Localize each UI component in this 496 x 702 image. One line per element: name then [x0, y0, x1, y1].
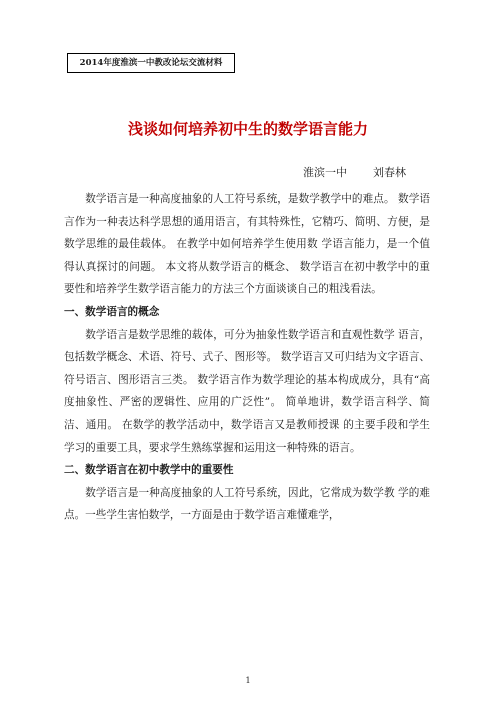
author-line — [303, 164, 406, 180]
document-body — [64, 188, 430, 527]
author-name: 刘春林 — [373, 166, 406, 179]
intro-paragraph: 数学语言是一种高度抽象的人工符号系统，是数学教学中的难点。 数学语言作为一种表达科学思想的通用语言，有其特殊性，它精巧、简明、方便，是数学思维的最佳载体。 在教学中如何培养学生使用数 学语言能力，是一个值得认真探讨的问题。 本文将从数学语言的概念、 数学语言在初中教学中的重要性和培养学生数学语言能力的方法三个方面谈谈自己的粗浅看法。 — [64, 193, 430, 296]
page-number: 1 — [245, 676, 251, 685]
section-heading-2: 二、数学语言在初中教学中的重要性 — [64, 464, 234, 477]
section-heading-1: 一、数学语言的概念 — [64, 305, 160, 318]
section-paragraph-1: 数学语言是数学思维的载体，可分为抽象性数学语言和直观性数学 语言，包括数学概念、术语、符号、式子、图形等。 数学语言又可归结为文字语言、符号语言、图形语言三类。 数学语言作为数学理论的基本构成成分，具有“高度抽象性、严密的逻辑性、应用的广泛性”。 简单地讲，数学语言科学、简洁、通用。 在数学的教学活动中，数学语言又是教师授课 的主要手段和学生学习的重要工具，要求学生熟练掌握和运用这一种特殊的语言。 — [64, 328, 430, 454]
document-title: 浅谈如何培养初中生的数学语言能力 — [127, 120, 368, 138]
header-label-box: 2014年度淮滨一中教改论坛交流材料 — [67, 53, 235, 73]
section-paragraph-2: 数学语言是一种高度抽象的人工符号系统，因此，它常成为数学教 学的难点。一些学生害怕数学，一方面是由于数学语言难懂难学， — [64, 486, 430, 522]
author-school: 淮滨一中 — [303, 166, 347, 179]
